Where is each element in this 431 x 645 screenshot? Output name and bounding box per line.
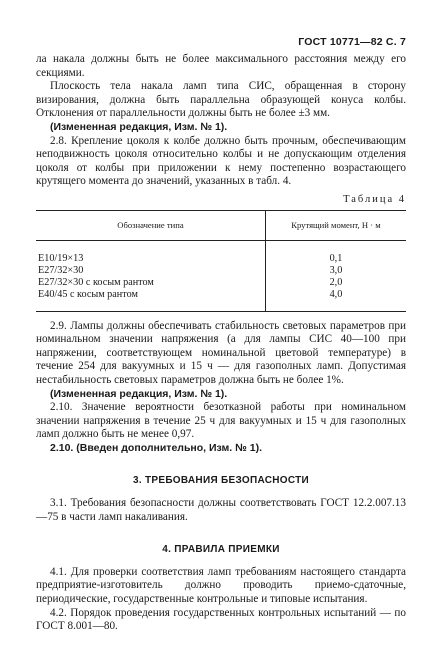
paragraph-3-1: 3.1. Требования безопасности должны соответствовать ГОСТ 12.2.007.13—75 в части ламп накаливания. bbox=[36, 497, 406, 523]
table-cell-torque: 4,0 bbox=[265, 289, 406, 312]
table-header-torque: Крутящий момент, Н · м bbox=[265, 210, 406, 240]
paragraph-flatness: Плоскость тела накала ламп типа СИС, обращенная в сторону визирования, должна быть параллельна образующей конуса колбы. Отклонения от параллельности должны быть не более ±3 мм. bbox=[36, 80, 406, 120]
added-note-2-10: 2.10. (Введен дополнительно, Изм. № 1). bbox=[50, 441, 262, 454]
table-row bbox=[36, 289, 406, 312]
paragraph-continuation: ла накала должны быть не более максимального расстояния между его секциями. bbox=[36, 53, 406, 79]
section-4-title: 4. ПРАВИЛА ПРИЕМКИ bbox=[162, 544, 280, 556]
table-cell-torque: 2,0 bbox=[329, 276, 343, 288]
paragraph-4-1: 4.1. Для проверки соответствия ламп требованиям настоящего стандарта предприятие-изготовитель должно проводить приемо-сдаточные, периодические, государственные контрольные и типовые испытания. bbox=[36, 565, 406, 606]
table-row bbox=[36, 265, 406, 277]
table-cell-type: E40/45 с косым рантом bbox=[36, 289, 265, 312]
page-header: ГОСТ 10771—82 С. 7 bbox=[298, 36, 406, 48]
paragraph-2-9: 2.9. Лампы должны обеспечивать стабильность световых параметров при номинальном значении напряжения (а для лампы СИС 40—100 при напряжении, соответствующем номинальной цветовой температуре) в течение 254 для вакуумных и 15 ч — для газополных ламп. Допустимая нестабильность световых параметров должна быть не более 1%. bbox=[36, 319, 406, 386]
table-cell-torque: 0,1 bbox=[329, 252, 343, 264]
table-row bbox=[36, 240, 406, 265]
table-row bbox=[36, 277, 406, 289]
torque-table bbox=[36, 210, 406, 312]
table-cell-torque: 3,0 bbox=[329, 264, 343, 276]
table-cell-type: E27/32×30 с косым рантом bbox=[36, 277, 265, 289]
paragraph-2-8: 2.8. Крепление цоколя к колбе должно быть прочным, обеспечивающим неподвижность цоколя относительно колбы и не допускающим отделения цоколя от колбы при приложении к нему постепенно возрастающего крутящего момента до значений, указанных в табл. 4. bbox=[36, 134, 406, 188]
paragraph-2-10: 2.10. Значение вероятности безотказной работы при номинальном значении напряжения в течение 25 ч для вакуумных и 15 ч для газополных ламп должно быть не менее 0,97. bbox=[36, 401, 406, 441]
edit-note-1: (Измененная редакция, Изм. № 1). bbox=[50, 120, 228, 133]
table-header-type: Обозначение типа bbox=[36, 210, 265, 240]
paragraph-4-2: 4.2. Порядок проведения государственных контрольных испытаний — по ГОСТ 8.001—80. bbox=[36, 606, 406, 633]
section-3-title: 3. ТРЕБОВАНИЯ БЕЗОПАСНОСТИ bbox=[132, 475, 310, 487]
table-cell-type: E27/32×30 bbox=[36, 265, 265, 277]
table-cell-type: E10/19×13 bbox=[36, 240, 265, 265]
document-page bbox=[36, 53, 406, 634]
table-caption: Таблица 4 bbox=[343, 193, 406, 205]
edit-note-2: (Измененная редакция, Изм. № 1). bbox=[50, 387, 228, 400]
